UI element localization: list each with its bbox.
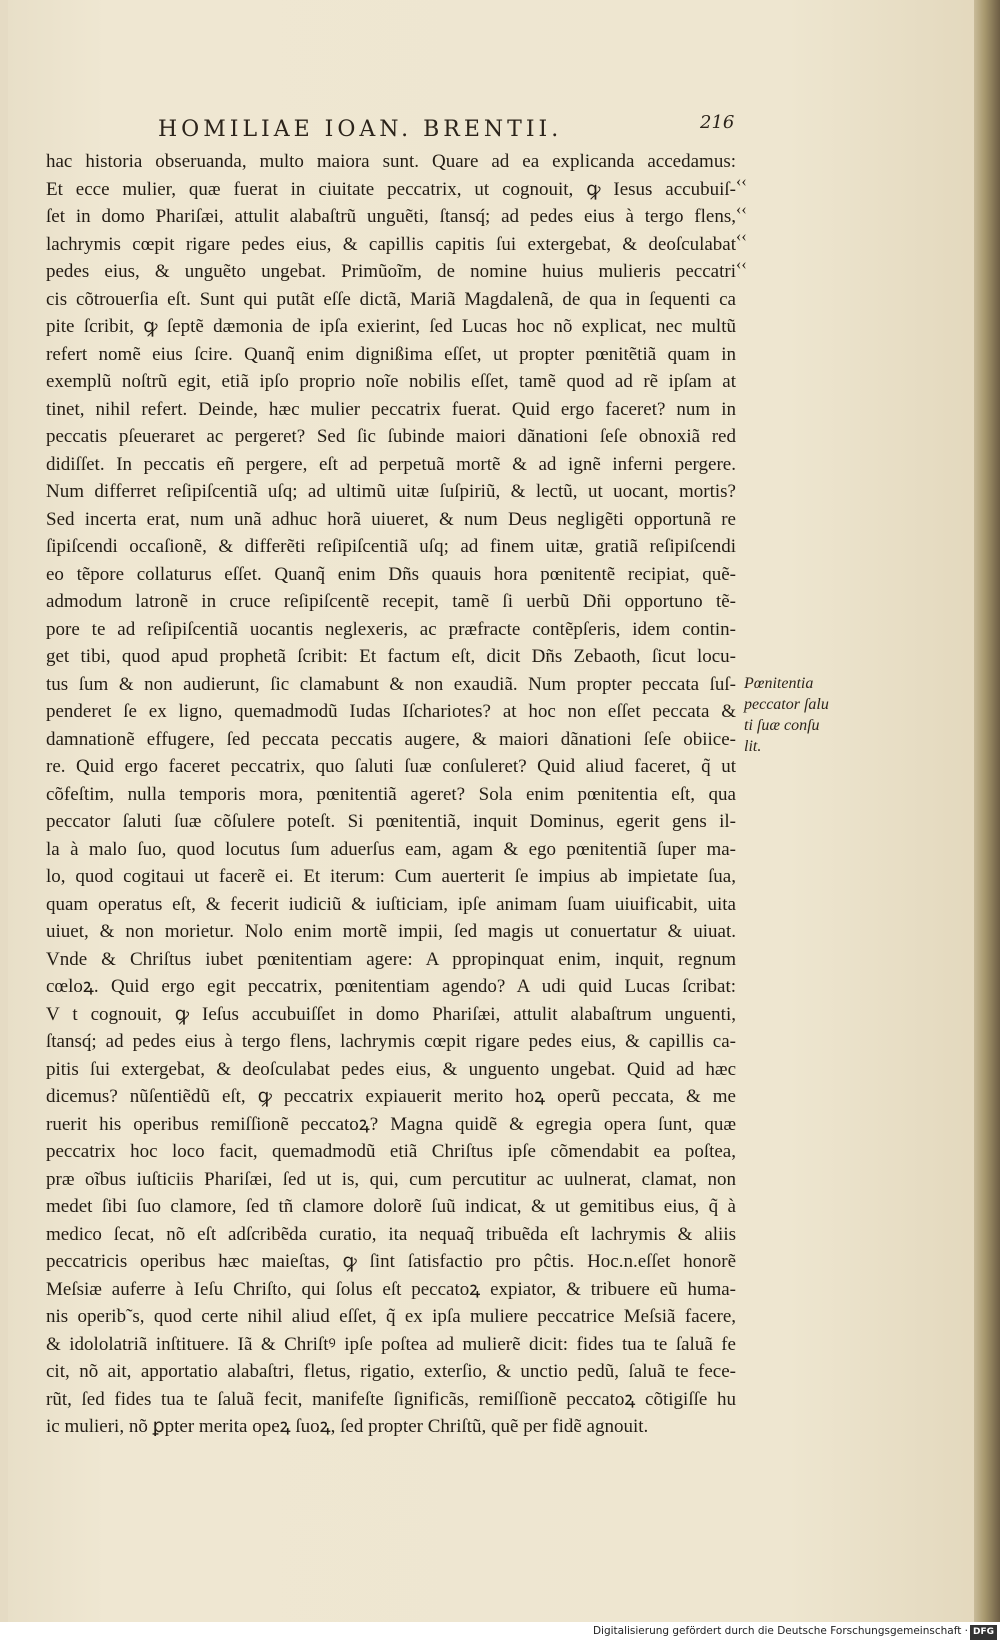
text-line: cis cõtrouerſia eſt. Sunt qui putãt eſſe dictã, Mariã Magdalenã, de qua in ſequenti ca (46, 288, 736, 310)
text-line: tinet, nihil refert. Deinde, hæc mulier peccatrix fuerat. Quid ergo faceret? num in (46, 398, 736, 420)
text-line: hac historia obseruanda, multo maiora sunt. Quare ad ea explicanda accedamus: (46, 151, 736, 172)
margin-note (744, 673, 844, 757)
text-line: ſipiſcendi occaſionẽ, & differẽti reſipiſcentiã uſq; ad finem uitæ, gratiã reſipiſcendi (46, 536, 736, 557)
text-line: ruerit his operibus remiſſionẽ peccatoꝝ? Magna quidẽ & egregia opera ſunt, quæ (46, 1113, 736, 1135)
body-text (46, 148, 736, 1441)
text-line: admodum latronẽ in cruce reſipiſcentẽ recepit, tamẽ ſi uerbũ Dñi opportuno tẽ- (46, 591, 736, 612)
text-line: Et ecce mulier, quæ fuerat in ciuitate peccatrix, ut cognouit, ꝙ Iesus accubuiſ- (46, 178, 736, 200)
quote-mark: ‹‹ (736, 173, 747, 190)
text-line: V t cognouit, ꝙ Ieſus accubuiſſet in domo Phariſæi, attulit alabaſtrum unguenti, (46, 1003, 736, 1025)
quotation-marks-column (736, 168, 760, 278)
text-line: quam operatus eſt, & fecerit iudiciũ & iuſticiam, ipſe animam ſuam uiuificabit, uita (46, 893, 736, 915)
text-line: eo tẽpore collaturus eſſet. Quanq̃ enim Dñs quauis hora pœnitentẽ recipiat, quẽ- (46, 563, 736, 585)
text-line: peccator ſaluti ſuæ cõſulere poteſt. Si pœnitentiã, inquit Dominus, egerit gens il- (46, 811, 736, 832)
funding-credit: Digitalisierung gefördert durch die Deutsche Forschungsgemeinschaft · (592, 1625, 968, 1637)
folio-number: 216 (700, 112, 735, 133)
text-line: pore te ad reſipiſcentiã uocantis neglexeris, ac præfracte contẽpſeris, idem contin- (46, 618, 736, 640)
margin-note-line: ti ſuæ conſu (744, 717, 820, 734)
text-line: Meſsiæ auferre à Ieſu Chriſto, qui ſolus eſt peccatoꝝ expiator, & tribuere eũ huma- (46, 1278, 736, 1300)
dfg-logo-icon: DFG (970, 1625, 997, 1640)
text-line: tus ſum & non audierunt, ſic clamabunt & non exaudiã. Num propter peccata ſuſ- (46, 673, 736, 695)
text-line: cõfeſtim, nulla temporis mora, pœnitentiã ageret? Sola enim pœnitentia eſt, qua (46, 783, 736, 805)
text-line: pitis ſui extergebat, & deoſculabat pedes eius, & unguento ungebat. Quid ad hæc (46, 1058, 736, 1080)
text-line: uiuet, & non morietur. Nolo enim mortẽ impii, ſed magis ut conuertatur & uiuat. (46, 921, 736, 942)
text-line: peccatis pſeueraret ac pergeret? Sed ſic ſubinde maiori dãnationi ſeſe obnoxiã red (46, 426, 736, 447)
margin-note-line: Pœnitentia (744, 675, 814, 692)
margin-note-line: peccator ſalu (744, 696, 829, 713)
text-line: & idololatriã inſtituere. Iã & Chriſtꝰ ipſe poſtea ad mulierẽ dicit: fides tua te ſaluã fe (46, 1333, 736, 1355)
text-line: medet ſibi ſuo clamore, ſed tñ clamore dolorẽ ſuũ indicat, & ut gemitibus eius, q̃ à (46, 1196, 736, 1217)
text-line: peccatricis operibus hæc maieſtas, ꝙ ſint ſatisfactio pro pĉtis. Hoc.n.eſſet honorẽ (46, 1251, 736, 1272)
text-line: re. Quid ergo faceret peccatrix, quo ſaluti ſuæ conſuleret? Quid aliud faceret, q̃ ut (46, 756, 736, 777)
digitization-footer (0, 1622, 1000, 1643)
text-line: damnationẽ effugere, ſed peccata peccatis augere, & maiori dãnationi ſeſe obiice- (46, 728, 736, 750)
text-line: cit, nõ ait, apportatio alabaſtri, fletus, rigatio, exterſio, & unctio pedũ, ſaluã te fece- (46, 1361, 736, 1382)
text-line: lachrymis cœpit rigare pedes eius, & capillis capitis ſui extergebat, & deoſculabat (46, 233, 736, 255)
text-line: præ oĩbus iuſticiis Phariſæi, ſed ut is, qui, cum percutitur ac uulnerat, clamat, non (46, 1168, 736, 1190)
text-line: get tibi, quod apud prophetã ſcribit: Et factum eſt, dicit Dñs Zebaoth, ſicut locu- (46, 646, 736, 667)
text-line: nis operib˜s, quod certe nihil aliud eſſet, q̃ ex ipſa muliere peccatrice Meſsiã facere, (46, 1306, 736, 1327)
text-line: peccatrix hoc loco facit, quemadmodũ etiã Chriſtus ipſe cõmendabit ea poſtea, (46, 1141, 736, 1162)
text-line: ſet in domo Phariſæi, attulit alabaſtrũ unguẽti, ſtansq́; ad pedes eius à tergo flens, (46, 206, 736, 227)
text-line: cœloꝝ. Quid ergo egit peccatrix, pœnitentiam agendo? A udi quid Lucas ſcribat: (46, 976, 736, 997)
text-line: exemplũ noſtrũ egit, etiã ipſo proprio noĩe nobilis eſſet, tamẽ quod ad rẽ ipſam at (46, 371, 736, 392)
text-line: pite ſcribit, ꝙ ſeptẽ dæmonia de ipſa exierint, ſed Lucas hoc nõ explicat, nec multũ (46, 316, 736, 337)
text-line: dicemus? nũſentiẽdũ eſt, ꝙ peccatrix expiauerit merito hoꝝ operũ peccata, & me (46, 1086, 736, 1107)
text-line: rũt, ſed fides tua te ſaluã fecit, manifeſte ſignificãs, remiſſionẽ peccatoꝝ cõtigiſſe hu (46, 1388, 736, 1410)
text-line: pedes eius, & unguẽto ungebat. Primũoĩm, de nomine huius mulieris peccatri (46, 261, 736, 282)
quote-mark: ‹‹ (736, 228, 747, 245)
quote-mark: ‹‹ (736, 200, 747, 218)
quote-mark: ‹‹ (736, 255, 747, 273)
text-line: ſtansq́; ad pedes eius à tergo flens, lachrymis cœpit rigare pedes eius, & capillis ca- (46, 1031, 736, 1052)
running-head: HOMILIAE IOAN. BRENTII. (158, 117, 563, 142)
text-line: medico ſecat, nõ eſt adſcribẽda curatio, ita nequaq̃ tribuẽda eſt lachrymis & aliis (46, 1223, 736, 1245)
text-line: Num differret reſipiſcentiã uſq; ad ultimũ uitæ ſuſpiriũ, & lectũ, ut uocant, mortis? (46, 481, 736, 502)
text-line: la à malo ſuo, quod locutus ſum aduerſus eam, agam & ego pœnitentiã ſuper ma- (46, 838, 736, 860)
text-line: didiſſet. In peccatis eñ pergere, eſt ad perpetuã mortẽ & ad ignẽ inferni pergere. (46, 453, 736, 475)
text-line: penderet ſe ex ligno, quemadmodũ Iudas Iſchariotes? at hoc non eſſet peccata & (46, 701, 736, 722)
text-line: refert nomẽ eius ſcire. Quanq̃ enim dignißima eſſet, ut propter pœnitẽtiã quam in (46, 343, 736, 365)
page-edge (974, 0, 1000, 1622)
book-page (8, 0, 980, 1622)
text-line: ic mulieri, nõ ꝑpter merita opeꝝ ſuoꝝ, ſed propter Chriſtũ, quẽ per fidẽ agnouit. (46, 1416, 649, 1437)
text-line: Sed incerta erat, num unã adhuc horã uiueret, & num Deus negligẽti opportunã re (46, 508, 736, 530)
text-line: Vnde & Chriſtus iubet pœnitentiam agere: A ppropinquat enim, inquit, regnum (46, 948, 736, 970)
margin-note-line: lit. (744, 738, 762, 755)
text-line: lo, quod cogitaui ut facerẽ ei. Et iterum: Cum auerterit ſe impius ab impietate ſua, (46, 866, 736, 887)
